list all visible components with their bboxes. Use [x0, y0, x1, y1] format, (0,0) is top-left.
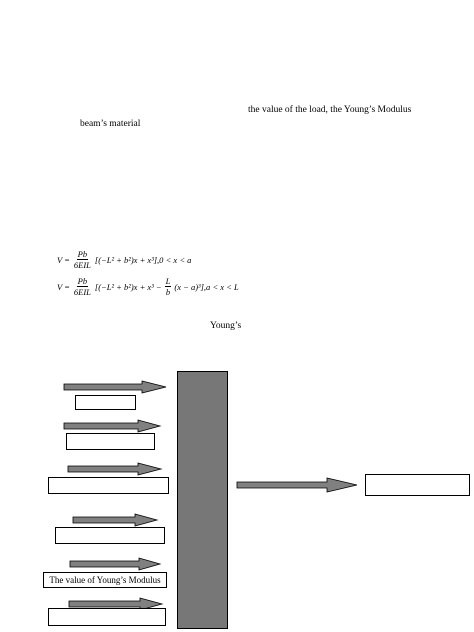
eq1-expression: [(−L² + b²)x + x³],0 < x < a — [94, 254, 192, 265]
eq2-inner-numerator: L — [165, 276, 171, 286]
input-arrow-3 — [68, 463, 161, 475]
youngs-modulus-box: The value of Young’s Modulus — [43, 572, 167, 588]
eq1-lhs: V = — [57, 254, 70, 265]
eq1-numerator: Pb — [77, 249, 88, 259]
eq2-inner-denominator: b — [165, 287, 171, 297]
body-text-beam-material: beam’s material — [80, 119, 141, 129]
input-arrow-2 — [64, 420, 160, 432]
output-arrow — [237, 478, 357, 492]
input-box-3 — [48, 477, 169, 494]
eq2-expression-a: [(−L² + b²)x + x³ − — [94, 281, 162, 292]
input-box-4 — [55, 527, 165, 544]
eq2-expression-b: (x − a)³],a < x < L — [174, 281, 239, 292]
input-arrow-4 — [73, 514, 157, 526]
eq1-denominator: 6EIL — [73, 260, 91, 270]
eq2-lhs: V = — [57, 281, 70, 292]
eq2-denominator: 6EIL — [73, 287, 91, 297]
input-box-1 — [75, 395, 136, 410]
output-box — [365, 474, 470, 496]
body-text-load-modulus: the value of the load, the Young’s Modulus — [248, 105, 412, 115]
eq2-numerator: Pb — [77, 276, 88, 286]
input-arrow-5 — [70, 558, 160, 570]
input-box-6 — [48, 608, 166, 626]
beam-bar — [177, 371, 228, 629]
input-arrow-1 — [64, 381, 166, 393]
input-box-2 — [66, 433, 155, 450]
youngs-heading: Young’s — [210, 321, 242, 331]
